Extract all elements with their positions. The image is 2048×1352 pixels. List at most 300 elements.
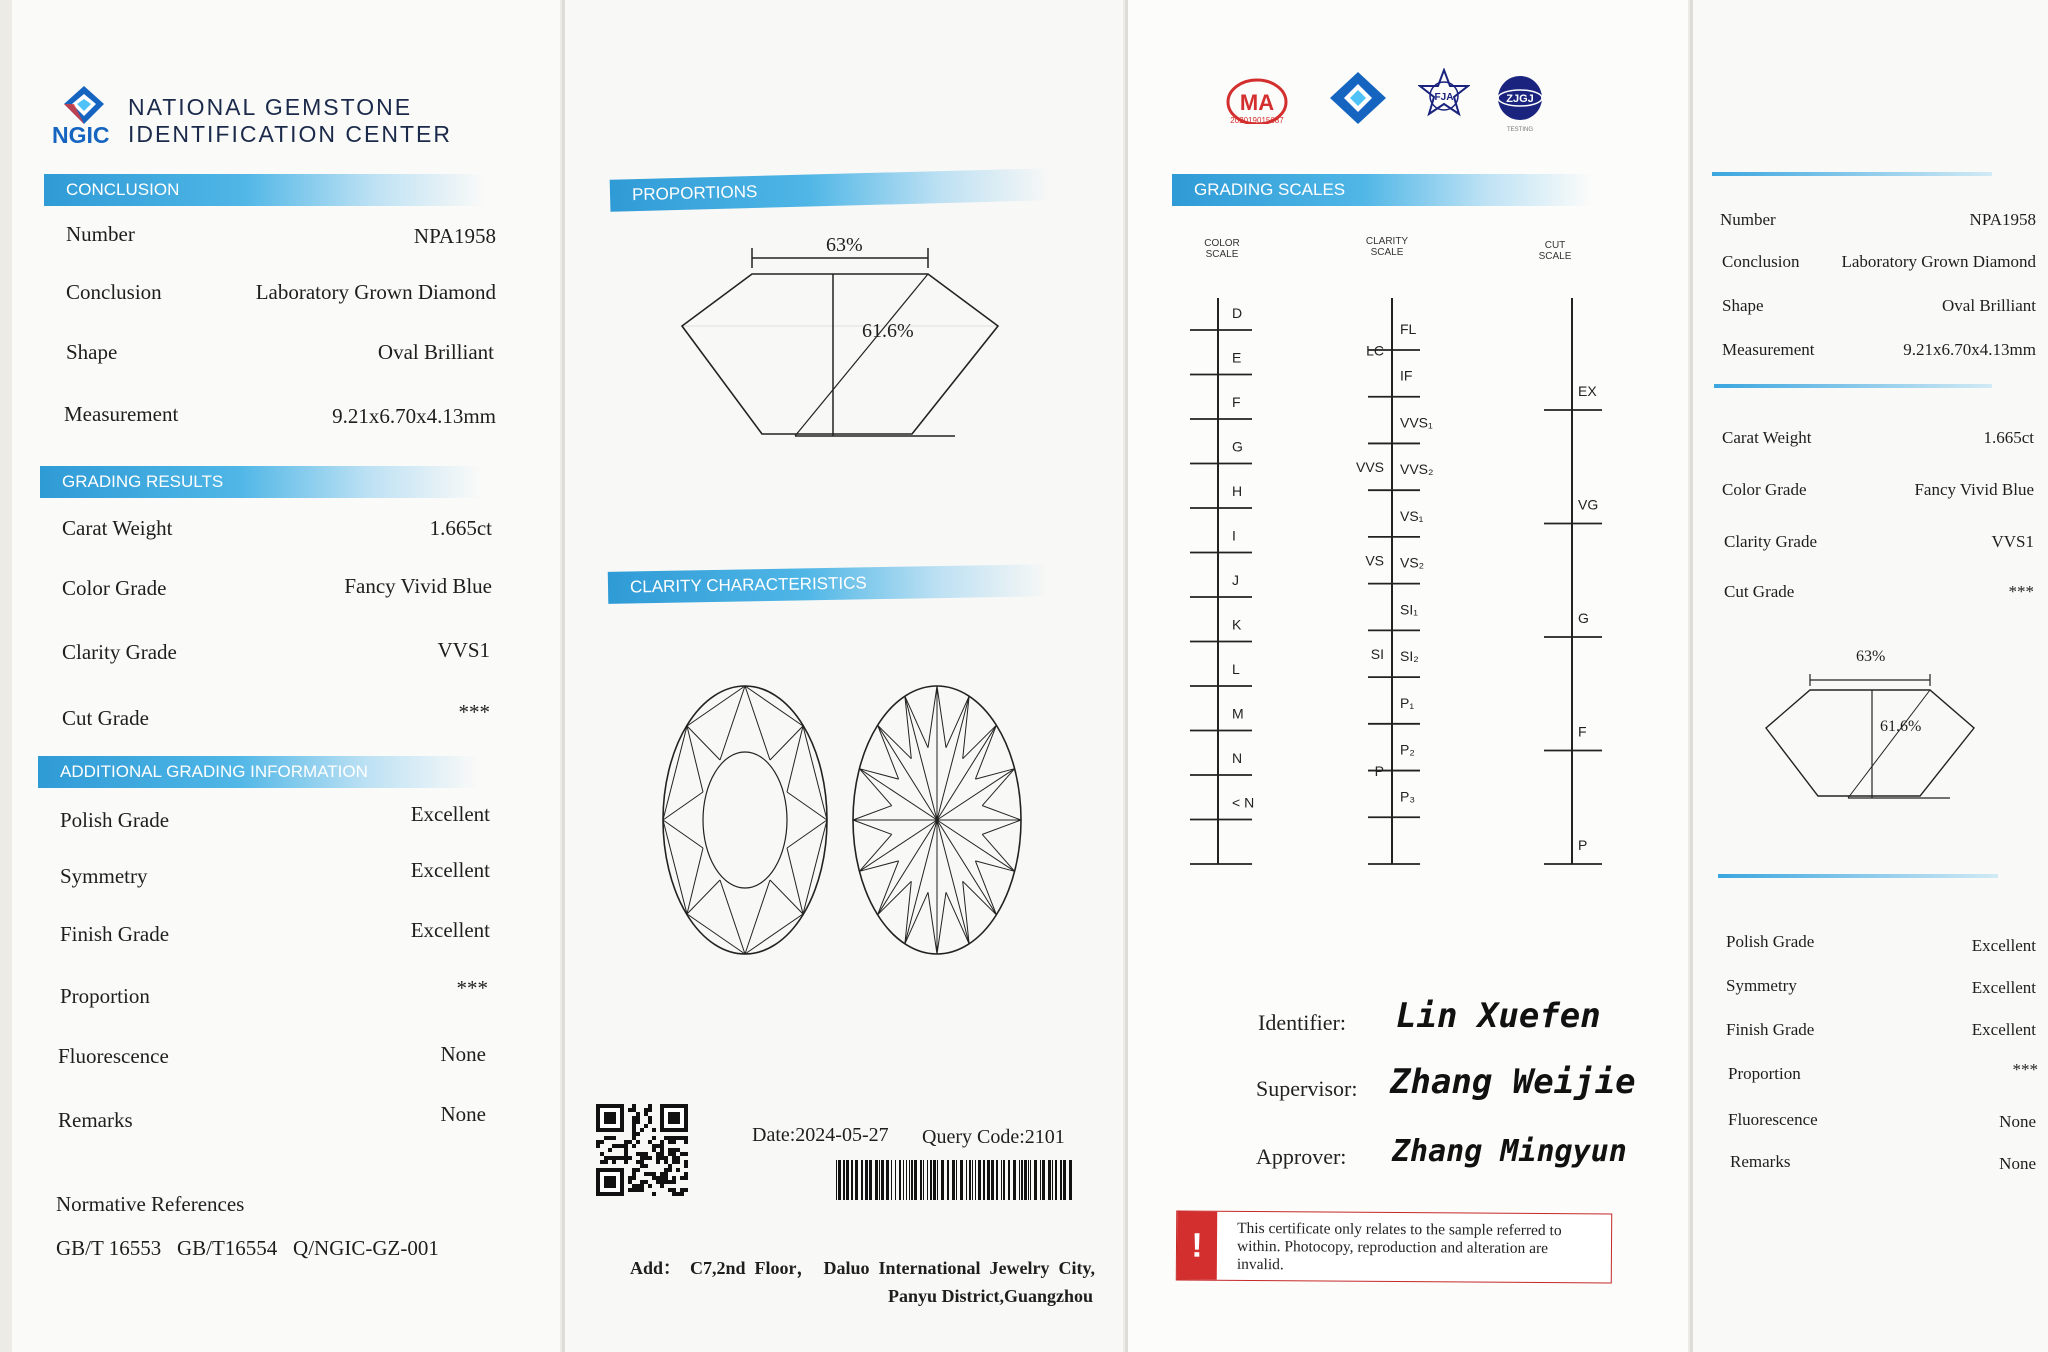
qr-module: [652, 1144, 656, 1148]
color-grade-label: M: [1232, 705, 1244, 722]
qr-module: [672, 1148, 676, 1152]
barcode-bar: [909, 1160, 910, 1200]
row-value: None: [1999, 1112, 2036, 1131]
query-code: Query Code:2101: [922, 1126, 1065, 1148]
qr-module: [680, 1192, 684, 1196]
cut-grade-label: G: [1578, 610, 1589, 626]
qr-module: [624, 1152, 628, 1156]
qr-finder: [604, 1112, 616, 1124]
barcode-bar: [1063, 1160, 1066, 1200]
barcode-bar: [1069, 1160, 1072, 1200]
color-grade-label: H: [1232, 483, 1243, 499]
qr-module: [628, 1108, 632, 1112]
qr-module: [616, 1156, 620, 1160]
qr-module: [612, 1144, 616, 1148]
qr-module: [596, 1144, 600, 1148]
approver-signature: Zhang Mingyun: [1392, 1134, 1627, 1169]
clarity-grade-label: P₁: [1400, 694, 1415, 711]
cut-grade-label: VG: [1578, 496, 1599, 513]
row-value: 1.665ct: [1983, 428, 2034, 447]
barcode-bar: [861, 1160, 863, 1200]
qr-module: [672, 1136, 676, 1140]
barcode-bar: [1008, 1160, 1010, 1200]
clarity-grade-label: P₂: [1400, 741, 1415, 758]
address-line2: Panyu District,Guangzhou: [888, 1286, 1094, 1306]
org-name-line2: IDENTIFICATION CENTER: [128, 121, 452, 147]
pavilion-facet-line: [937, 725, 996, 820]
row-label: Remarks: [58, 1108, 133, 1132]
qr-module: [644, 1180, 648, 1184]
row-label: Polish Grade: [1726, 932, 1815, 951]
row-value: ***: [456, 976, 488, 1000]
barcode-bar: [1013, 1160, 1016, 1200]
pavilion-facet-line: [928, 686, 937, 748]
qr-module: [652, 1128, 656, 1132]
qr-module: [640, 1164, 644, 1168]
qr-module: [632, 1168, 636, 1172]
summary-proportions-diagram: [1760, 668, 1980, 804]
barcode-bar: [996, 1160, 998, 1200]
qr-module: [660, 1156, 664, 1160]
barcode-bar: [933, 1160, 936, 1200]
row-label: Cut Grade: [1724, 582, 1795, 601]
qr-module: [640, 1156, 644, 1160]
qr-module: [668, 1140, 672, 1144]
pavilion-facet-line: [928, 892, 937, 954]
pavilion-facet-line: [878, 881, 912, 915]
row-label: Color Grade: [1722, 480, 1807, 499]
qr-module: [684, 1136, 688, 1140]
qr-module: [680, 1188, 684, 1192]
row-label: Carat Weight: [1722, 428, 1812, 447]
qr-module: [624, 1160, 628, 1164]
qr-module: [644, 1172, 648, 1176]
qr-module: [684, 1140, 688, 1144]
row-label: Conclusion: [66, 280, 162, 304]
row-label: Color Grade: [62, 576, 167, 600]
qr-module: [600, 1160, 604, 1164]
pavilion-facet-line: [982, 806, 1021, 820]
barcode-icon: [834, 1160, 1074, 1202]
barcode-bar: [1040, 1160, 1041, 1200]
summary-divider: [1714, 384, 1992, 388]
qr-module: [676, 1156, 680, 1160]
qr-module: [676, 1192, 680, 1196]
row-label: Finish Grade: [60, 922, 170, 946]
qr-module: [652, 1176, 656, 1180]
row-label: Clarity Grade: [1724, 532, 1817, 551]
testing-text: TESTING: [1506, 127, 1534, 133]
barcode-bar: [991, 1160, 994, 1200]
title-word: SCALE: [1538, 251, 1572, 262]
qr-module: [648, 1120, 652, 1124]
qr-module: [636, 1112, 640, 1116]
qr-module: [684, 1160, 688, 1164]
pavilion-facet-line: [878, 725, 937, 820]
qr-module: [632, 1116, 636, 1120]
warning-icon: !: [1177, 1211, 1217, 1279]
qr-module: [648, 1104, 652, 1108]
qr-module: [684, 1188, 688, 1192]
summary-divider: [1712, 172, 1992, 176]
color-grade-label: G: [1232, 438, 1243, 455]
barcode-bar: [975, 1160, 976, 1200]
qr-module: [600, 1152, 604, 1156]
cut-grade-label: P: [1578, 837, 1588, 853]
row-value: Excellent: [410, 802, 490, 826]
color-grade-label: I: [1232, 527, 1236, 544]
barcode-bar: [1034, 1160, 1037, 1200]
barcode-bar: [865, 1160, 868, 1200]
supervisor-label: Supervisor:: [1256, 1076, 1358, 1101]
pavilion-facet-line: [905, 881, 911, 944]
pavilion-facet-line: [982, 820, 1021, 834]
cma-logo-icon: [1222, 72, 1292, 124]
barcode-bar: [1024, 1160, 1027, 1200]
qr-module: [676, 1148, 680, 1152]
qr-module: [652, 1136, 656, 1140]
qr-module: [668, 1152, 672, 1156]
pavilion-facet-line: [963, 881, 997, 915]
barcode-bar: [891, 1160, 892, 1200]
barcode-bar: [855, 1160, 858, 1200]
qr-module: [632, 1108, 636, 1112]
qr-finder: [668, 1112, 680, 1124]
barcode-bar: [1030, 1160, 1031, 1200]
qr-module: [644, 1112, 648, 1116]
supervisor-signature: Zhang Weijie: [1390, 1062, 1636, 1102]
qr-module: [656, 1144, 660, 1148]
row-label: Number: [66, 222, 135, 246]
qr-module: [644, 1156, 648, 1160]
clarity-scale-title: [1352, 236, 1422, 258]
grading-scales-chart: [1180, 290, 1620, 870]
qr-module: [612, 1156, 616, 1160]
row-label: Remarks: [1730, 1152, 1791, 1171]
cut-grade-label: F: [1578, 723, 1587, 740]
qr-module: [640, 1188, 644, 1192]
qr-module: [608, 1148, 612, 1152]
barcode-bar: [923, 1160, 924, 1200]
qr-module: [648, 1172, 652, 1176]
summary-depth-percent: 61.6%: [1880, 718, 1922, 735]
qr-module: [672, 1152, 676, 1156]
pavilion-facet-line: [963, 881, 969, 944]
qr-code-icon[interactable]: [596, 1104, 688, 1202]
oval-crown-plot-icon: [660, 682, 830, 958]
title-word: SCALE: [1205, 249, 1239, 260]
qr-module: [636, 1132, 640, 1136]
row-value: ***: [2012, 1060, 2038, 1079]
qr-module: [624, 1144, 628, 1148]
pavilion-facet-line: [859, 861, 898, 871]
clarity-grade-label: FL: [1400, 321, 1417, 337]
qr-module: [648, 1156, 652, 1160]
qr-module: [648, 1140, 652, 1144]
qr-module: [664, 1172, 668, 1176]
barcode-bar: [838, 1160, 841, 1200]
qr-module: [608, 1156, 612, 1160]
fold-line: [1125, 0, 1128, 1352]
row-value: Excellent: [1971, 1020, 2036, 1039]
pavilion-facet-line: [937, 820, 996, 915]
grading-results-banner: GRADING RESULTS: [40, 466, 480, 498]
qr-module: [672, 1192, 676, 1196]
clarity-grade-label: VVS₁: [1400, 414, 1433, 431]
qr-module: [604, 1160, 608, 1164]
row-value: Laboratory Grown Diamond: [1841, 252, 2036, 271]
row-value: Laboratory Grown Diamond: [255, 280, 496, 304]
qr-module: [636, 1140, 640, 1144]
qr-module: [644, 1152, 648, 1156]
barcode-bar: [1060, 1160, 1062, 1200]
row-value: Oval Brilliant: [377, 340, 494, 364]
qr-module: [624, 1140, 628, 1144]
barcode-bar: [927, 1160, 928, 1200]
qr-module: [660, 1184, 664, 1188]
proportions-banner: PROPORTIONS: [610, 168, 1051, 212]
qr-module: [676, 1160, 680, 1164]
clarity-grade-label: VVS₂: [1400, 461, 1434, 478]
qr-module: [632, 1184, 636, 1188]
qr-module: [676, 1168, 680, 1172]
color-grade-label: D: [1232, 305, 1243, 321]
clarity-group-label: VVS: [1355, 459, 1384, 476]
table-percent: 63%: [826, 234, 863, 256]
qr-module: [632, 1188, 636, 1192]
barcode-bar: [1028, 1160, 1029, 1200]
row-label: Conclusion: [1722, 252, 1800, 271]
qr-module: [676, 1136, 680, 1140]
barcode-bar: [978, 1160, 981, 1200]
ngic-abbrev: NGIC: [52, 122, 110, 148]
row-label: Finish Grade: [1726, 1020, 1815, 1039]
clarity-group-label: SI: [1370, 646, 1384, 663]
qr-module: [680, 1152, 684, 1156]
row-value: None: [440, 1042, 486, 1066]
qr-module: [628, 1188, 632, 1192]
row-label: Measurement: [1722, 340, 1815, 359]
qr-module: [684, 1172, 688, 1176]
row-value: 1.665ct: [429, 516, 492, 540]
row-label: Shape: [1722, 296, 1764, 315]
clarity-grade-label: IF: [1400, 367, 1413, 384]
qr-module: [648, 1116, 652, 1120]
clarity-group-label: VS: [1365, 552, 1384, 569]
qr-module: [644, 1124, 648, 1128]
row-value: VVS1: [437, 638, 490, 662]
qr-module: [608, 1136, 612, 1140]
pavilion-facet-line: [975, 861, 996, 915]
color-grade-label: F: [1232, 394, 1241, 410]
pavilion-facet-line: [937, 892, 946, 954]
color-grade-label: < N: [1232, 794, 1255, 811]
barcode-bar: [906, 1160, 907, 1200]
qr-module: [640, 1128, 644, 1132]
pavilion-facet-line: [878, 725, 899, 779]
barcode-bar: [875, 1160, 878, 1200]
qr-module: [612, 1160, 616, 1164]
clarity-grade-label: SI₂: [1400, 648, 1419, 665]
cut-scale-title: [1530, 240, 1580, 262]
qr-module: [640, 1160, 644, 1164]
row-label: Measurement: [64, 402, 179, 426]
qr-module: [648, 1184, 652, 1188]
barcode-bar: [903, 1160, 904, 1200]
qr-module: [680, 1136, 684, 1140]
qr-module: [620, 1144, 624, 1148]
barcode-bar: [1042, 1160, 1045, 1200]
fja-logo-icon: [1418, 68, 1470, 124]
qr-module: [636, 1188, 640, 1192]
row-label: Number: [1720, 210, 1776, 229]
color-scale-title: [1192, 238, 1252, 260]
qr-module: [624, 1148, 628, 1152]
pavilion-facet-line: [859, 769, 898, 779]
barcode-bar: [851, 1160, 853, 1200]
qr-module: [664, 1156, 668, 1160]
barcode-bar: [899, 1160, 901, 1200]
barcode-bar: [911, 1160, 913, 1200]
address-line1: Add： C7,2nd Floor， Daluo International Jewelry City,: [630, 1258, 1096, 1278]
row-label: Fluorescence: [58, 1044, 169, 1068]
pavilion-facet-line: [853, 806, 892, 820]
row-value: ***: [458, 700, 490, 724]
barcode-bar: [1001, 1160, 1002, 1200]
qr-module: [632, 1128, 636, 1132]
row-label: Shape: [66, 340, 118, 364]
qr-module: [660, 1144, 664, 1148]
qr-module: [668, 1148, 672, 1152]
qr-module: [636, 1184, 640, 1188]
zjgj-text: ZJGJ: [1506, 93, 1534, 105]
clarity-banner: CLARITY CHARACTERISTICS: [608, 564, 1048, 604]
pavilion-facet-line: [905, 696, 911, 759]
qr-finder: [604, 1176, 616, 1188]
color-grade-label: J: [1232, 572, 1239, 588]
qr-module: [680, 1176, 684, 1180]
clarity-group-label: P: [1374, 762, 1384, 779]
row-label: Symmetry: [1726, 976, 1797, 995]
qr-module: [660, 1148, 664, 1152]
pavilion-facet-line: [975, 725, 996, 779]
approver-label: Approver:: [1256, 1144, 1347, 1169]
row-label: Polish Grade: [60, 808, 170, 832]
title-word: COLOR: [1204, 238, 1240, 249]
row-value: Fancy Vivid Blue: [1914, 480, 2034, 499]
qr-module: [632, 1136, 636, 1140]
cma-number: 202019015087: [1230, 116, 1284, 124]
row-label: Carat Weight: [62, 516, 173, 540]
qr-module: [684, 1176, 688, 1180]
qr-module: [652, 1172, 656, 1176]
summary-divider: [1718, 874, 1998, 878]
qr-module: [636, 1116, 640, 1120]
barcode-bar: [1055, 1160, 1057, 1200]
identifier-signature: Lin Xuefen: [1396, 996, 1601, 1036]
qr-module: [672, 1160, 676, 1164]
barcode-bar: [920, 1160, 922, 1200]
qr-module: [644, 1164, 648, 1168]
barcode-bar: [941, 1160, 944, 1200]
row-value: Excellent: [1971, 978, 2036, 997]
barcode-bar: [1052, 1160, 1053, 1200]
qr-module: [628, 1156, 632, 1160]
qr-module: [656, 1152, 660, 1156]
barcode-bar: [966, 1160, 967, 1200]
row-value: NPA1958: [413, 224, 496, 248]
barcode-bar: [881, 1160, 884, 1200]
barcode-bar: [843, 1160, 845, 1200]
title-word: SCALE: [1370, 247, 1404, 258]
row-label: Clarity Grade: [62, 640, 177, 664]
qr-module: [632, 1176, 636, 1180]
fold-line: [562, 0, 565, 1352]
qr-module: [672, 1156, 676, 1160]
row-label: Proportion: [60, 984, 150, 1008]
qr-module: [628, 1176, 632, 1180]
qr-module: [612, 1136, 616, 1140]
row-value: 9.21x6.70x4.13mm: [1903, 340, 2036, 359]
references-text: GB/T 16553 GB/T16554 Q/NGIC-GZ-001: [56, 1236, 439, 1260]
qr-module: [664, 1168, 668, 1172]
row-value: None: [1999, 1154, 2036, 1173]
qr-module: [664, 1160, 668, 1164]
clarity-grade-label: SI₁: [1400, 601, 1418, 618]
pavilion-facet-line: [878, 820, 937, 915]
org-name-line1: NATIONAL GEMSTONE: [128, 94, 413, 120]
barcode-bar: [969, 1160, 971, 1200]
row-label: Symmetry: [60, 864, 148, 888]
row-label: Fluorescence: [1728, 1110, 1818, 1129]
color-grade-label: K: [1232, 616, 1242, 633]
warning-text: This certificate only relates to the sample referred to within. Photocopy, reproduction and alteration are invalid.: [1236, 1219, 1562, 1274]
qr-module: [640, 1180, 644, 1184]
qr-module: [640, 1152, 644, 1156]
barcode-bar: [1021, 1160, 1023, 1200]
barcode-bar: [1048, 1160, 1051, 1200]
grading-scales-banner: GRADING SCALES: [1172, 174, 1592, 206]
pavilion-facet-line: [963, 696, 969, 759]
qr-module: [652, 1148, 656, 1152]
qr-module: [632, 1144, 636, 1148]
qr-module: [616, 1144, 620, 1148]
qr-module: [668, 1136, 672, 1140]
qr-module: [644, 1108, 648, 1112]
qr-module: [632, 1120, 636, 1124]
barcode-bar: [846, 1160, 849, 1200]
row-value: None: [440, 1102, 486, 1126]
barcode-bar: [960, 1160, 963, 1200]
qr-module: [652, 1192, 656, 1196]
depth-percent: 61.6%: [862, 320, 914, 342]
ngic-diamond-logo-icon: [1328, 70, 1388, 126]
qr-module: [596, 1140, 600, 1144]
qr-module: [672, 1140, 676, 1144]
qr-module: [604, 1156, 608, 1160]
references-title: Normative References: [56, 1192, 245, 1216]
qr-module: [660, 1180, 664, 1184]
qr-module: [660, 1152, 664, 1156]
additional-info-banner: ADDITIONAL GRADING INFORMATION: [38, 756, 478, 788]
qr-module: [656, 1176, 660, 1180]
qr-module: [648, 1108, 652, 1112]
row-label: Proportion: [1728, 1064, 1801, 1083]
row-value: 9.21x6.70x4.13mm: [332, 404, 496, 428]
conclusion-banner: CONCLUSION: [44, 174, 484, 206]
clarity-grade-label: VS₁: [1400, 507, 1424, 524]
qr-module: [664, 1180, 668, 1184]
